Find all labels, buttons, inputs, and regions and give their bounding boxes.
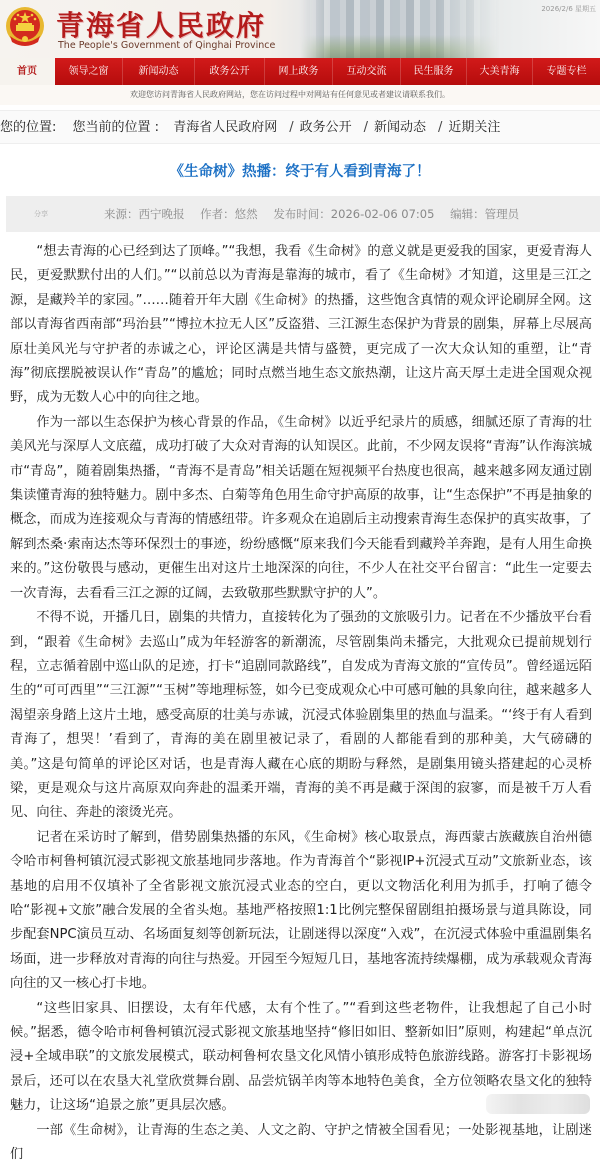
main-nav (0, 58, 600, 85)
nav-item-home[interactable]: 首页 (0, 58, 55, 85)
breadcrumb (0, 110, 600, 144)
article-author: 作者：悠然 (200, 207, 258, 221)
watermark (486, 1094, 590, 1114)
breadcrumb-label-current: 您当前的位置 : (72, 120, 160, 135)
breadcrumb-separator: / (289, 120, 294, 135)
header-date: 2026/2/6 星期五 (541, 5, 596, 13)
breadcrumb-link-recent[interactable]: 近期关注 (448, 120, 501, 135)
article-publish-time: 发布时间：2026-02-06 07:05 (273, 207, 435, 221)
nav-item-special-topics[interactable]: 专题专栏 (546, 66, 587, 77)
article-paragraph: 记者在采访时了解到，借势剧集热播的东风，《生命树》核心取景点，海西蒙古族藏族自治州德令哈市柯鲁柯镇沉浸式影视文旅基地同步落地。作为青海首个“影视IP+沉浸式互动”文旅新业态，该基地的启用不仅填补了全省影视文旅沉浸式业态的空白，更以文物活化利用为抓手，打响了德令哈“影视+文旅”融合发展的全省头炮。基地严格按照1:1比例完整保留剧组拍摄场景与道具陈设，同步配套NPC演员互动、名场面复刻等创新玩法，让剧迷得以深度“入戏”，在沉浸式体验中重温剧集名场面，进一步释放对青海的向往与热爱。开园至今短短几日，基地客流持续爆棚，成为承载观众青海向往的又一核心打卡地。 (10, 829, 592, 992)
breadcrumb-separator: / (438, 120, 443, 135)
article-meta-bar (6, 196, 600, 232)
article-paragraph: “想去青海的心已经到达了顶峰。”“我想，我看《生命树》的意义就是更爱我的国家，更爱青海人民，更爱默默付出的人们。”“以前总以为青海是靠海的城市，看了《生命树》才知道，这里是三江之源，是藏羚羊的家园。”……随着开年大剧《生命树》的热播，这些饱含真情的观众评论刷屏全网。这部以青海省西南部“玛治县”“博拉木拉无人区”反盗猎、三江源生态保护为背景的剧集，屏幕上尽展高原壮美风光与守护者的赤诚之心，评论区满是共情与盛赞，更完成了一次大众认知的重塑，让“青海”彻底摆脱被误认作“青岛”的尴尬；同时点燃当地生态文旅热潮，让这片高天厚土走进全国观众视野，成为无数人心中的向往之地。 (10, 244, 593, 406)
site-header (0, 0, 600, 58)
nav-item-beautiful-qinghai[interactable]: 大美青海 (467, 58, 533, 85)
site-title: 青海省人民政府 (56, 9, 267, 42)
nav-item-gov-affairs-open[interactable]: 政务公开 (195, 58, 265, 85)
nav-item-livelihood[interactable]: 民生服务 (401, 58, 467, 85)
article-paragraph: 不得不说，开播几日，剧集的共情力，直接转化为了强劲的文旅吸引力。记者在不少播放平台看到，“跟着《生命树》去巡山”成为年轻游客的新潮流，尽管剧集尚未播完，大批观众已提前规划行程，立志循着剧中巡山队的足迹，打卡“追剧同款路线”，自发成为青海文旅的“宣传员”。曾经遥远陌生的“可可西里”“三江源”“玉树”等地理标签，如今已变成观众心中可感可触的具象向往，越来越多人渴望亲身踏上这片土地，感受高原的壮美与赤诚，沉浸式体验剧集里的热血与温柔。“‘终于有人看到青海了，想哭！’看到了，青海的美在剧里被记录了，看剧的人都能看到的那种美，大气磅礴的美。”这是句简单的评论区对话，也是青海人藏在心底的期盼与释然，是剧集用镜头搭建起的心灵桥梁，更是观众与这片高原双向奔赴的温柔开端，青海的美不再是藏于深闺的寂寥，而是被千万人看见、向往、奔赴的滚烫光亮。 (10, 610, 592, 821)
nav-item-online-services[interactable]: 网上政务 (265, 58, 333, 85)
article-paragraph: 作为一部以生态保护为核心背景的作品，《生命树》以近乎纪录片的质感，细腻还原了青海的壮美风光与深厚人文底蕴，成功打破了大众对青海的认知误区。此前，不少网友误将“青海”认作海滨城市“青岛”，随着剧集热播，“青海不是青岛”相关话题在短视频平台热度也很高，越来越多网友通过剧集读懂青海的独特魅力。剧中多杰、白菊等角色用生命守护高原的故事，让“生态保护”不再是抽象的概念，而成为连接观众与青海的情感纽带。许多观众在追剧后主动搜索青海生态保护的真实故事，了解到杰桑·索南达杰等环保烈士的事迹，纷纷感慨“原来我们今天能看到藏羚羊奔跑，是有人用生命换来的。”这份敬畏与感动，更催生出对这片土地深深的向往，不少人在社交平台留言：“此生一定要去一次青海，去看看三江之源的辽阔，去致敬那些默默守护的人”。 (10, 414, 592, 601)
article-title: 《生命树》热播：终于有人看到青海了！ (169, 164, 431, 180)
nav-item-interaction[interactable]: 互动交流 (333, 58, 401, 85)
article-source: 来源：西宁晚报 (104, 207, 185, 221)
breadcrumb-link-news[interactable]: 新闻动态 (374, 120, 427, 135)
site-subtitle: The People's Government of Qinghai Province (58, 40, 276, 51)
welcome-notice: 欢迎您访问青海省人民政府网站，您在访问过程中对网站有任何意见或者建议请联系我们。 (0, 85, 600, 105)
nav-item-news[interactable]: 新闻动态 (123, 58, 195, 85)
breadcrumb-link-home[interactable]: 青海省人民政府网 (173, 120, 278, 135)
breadcrumb-separator: / (363, 120, 368, 135)
breadcrumb-label: 您的位置: (0, 120, 57, 135)
article-paragraph: 一部《生命树》，让青海的生态之美、人文之韵、守护之情被全国看见；一处影视基地，让剧迷们 (10, 1122, 592, 1163)
national-emblem-icon (4, 6, 46, 50)
article-body (10, 240, 592, 1167)
nav-item-leaders[interactable]: 领导之窗 (55, 58, 123, 85)
breadcrumb-link-gov-affairs[interactable]: 政务公开 (299, 120, 352, 135)
share-button[interactable]: 分享 (34, 210, 48, 218)
article-editor: 编辑：管理员 (450, 207, 520, 221)
article-paragraph: “这些旧家具、旧摆设，太有年代感，太有个性了。”“看到这些老物件，让我想起了自己小时候。”据悉，德令哈市柯鲁柯镇沉浸式影视文旅基地坚持“修旧如旧、整新如旧”原则，构建起“单点沉浸+全域串联”的文旅发展模式，联动柯鲁柯农垦文化风情小镇形成特色旅游线路。游客打卡影视场景后，还可以在农垦大礼堂欣赏舞台剧、品尝炕锅羊肉等本地特色美食，全方位领略农垦文化的独特魅力，让这场“追景之旅”更具层次感。 (10, 1000, 592, 1114)
header-city-image (300, 0, 500, 58)
